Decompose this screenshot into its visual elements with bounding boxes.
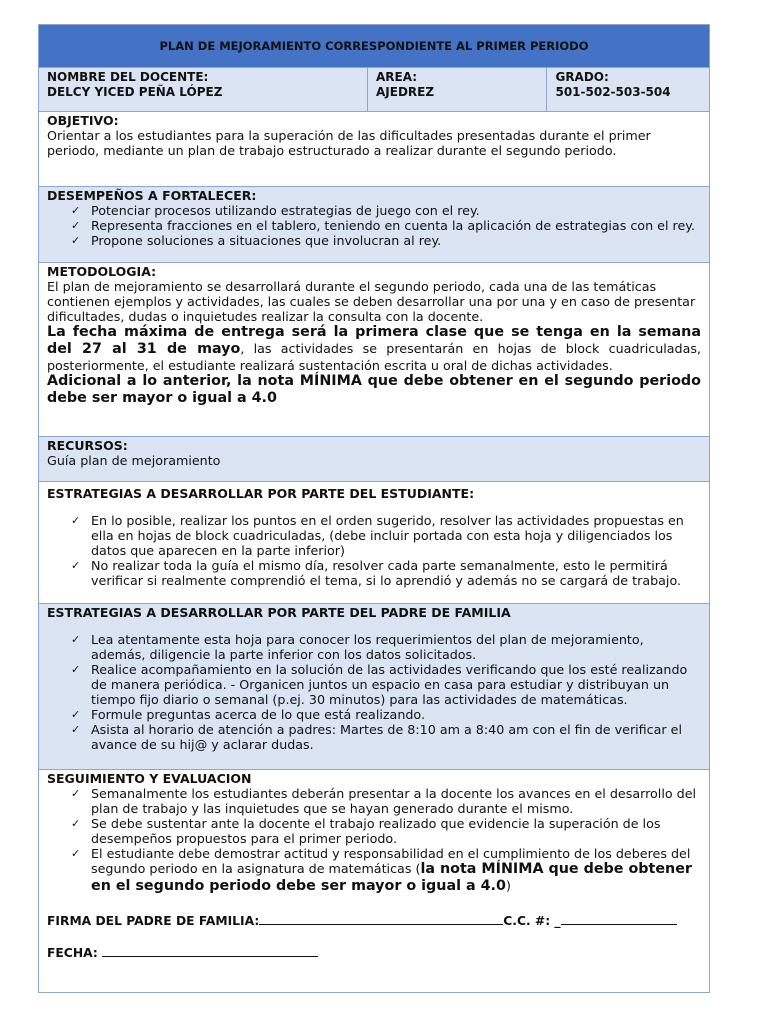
delivery-date-text: La fecha máxima de entrega será la primera clase que se tenga en la semana del 27 al 31 de mayo [47, 324, 701, 357]
grade-value: 501-502-503-504 [555, 85, 671, 99]
list-item: ✓ En lo posible, realizar los puntos en el orden sugerido, resolver las actividades propuestas en ella en hojas de block cuadriculadas, (debe incluir portada con esta hoja y diligenciados los datos que aparecen en la parte inferior) [71, 513, 701, 558]
follow-up-bold-note: la nota MÍNIMA que debe obtener en el segundo periodo debe ser mayor o igual a 4.0 [91, 861, 692, 894]
list-item: ✓ Representa fracciones en el tablero, teniendo en cuenta la aplicación de estrategias con el rey. [71, 218, 701, 233]
date-line [47, 945, 701, 961]
list-item: ✓ Semanalmente los estudiantes deberán presentar a la docente los avances en el desarrollo del plan de trabajo y las inquietudes que se hayan generado durante el mismo. [71, 786, 701, 816]
parent-signature-line [47, 913, 701, 929]
parent-strategies-heading: ESTRATEGIAS A DESARROLLAR POR PARTE DEL PADRE DE FAMILIA [47, 605, 511, 620]
list-item [71, 846, 701, 895]
student-strategies-section [38, 482, 710, 604]
teacher-label: NOMBRE DEL DOCENTE: [47, 70, 209, 84]
follow-up-section [38, 770, 710, 993]
student-strategies-list [47, 513, 701, 588]
objective-text: Orientar a los estudiantes para la superación de las dificultades presentadas durante el primer periodo, mediante un plan de trabajo estructurado a realizar durante el segundo periodo. [47, 128, 651, 158]
parent-signature-blank [259, 913, 503, 925]
title-text: PLAN DE MEJORAMIENTO CORRESPONDIENTE AL PRIMER PERIODO [159, 39, 589, 53]
list-item: ✓ No realizar toda la guía el mismo día, resolver cada parte semanalmente, esto le permitirá verificar si realmente comprendió el tema, si lo aprendió y además no se cargará de trabajo. [71, 558, 701, 588]
resources-section [38, 437, 710, 482]
delivery-details-text: , las actividades se presentarán en hojas de block cuadriculadas, posteriormente, el estudiante realizará sustentación escrita u oral de dichas actividades. [47, 341, 702, 373]
list-item: ✓ Formule preguntas acerca de lo que está realizando. [71, 707, 701, 722]
performance-list [47, 203, 701, 248]
grade-label: GRADO: [555, 70, 609, 84]
student-strategies-heading: ESTRATEGIAS A DESARROLLAR POR PARTE DEL ESTUDIANTE: [47, 486, 475, 501]
area-cell [368, 68, 547, 111]
follow-up-close-paren: ) [505, 878, 511, 893]
minimum-grade-note: Adicional a lo anterior, la nota MÍNIMA que debe obtener en el segundo periodo debe ser mayor o igual a 4.0 [47, 373, 701, 406]
teacher-info-row [38, 68, 710, 112]
performance-section [38, 187, 710, 263]
date-blank [102, 945, 318, 957]
list-item: ✓ Potenciar procesos utilizando estrategias de juego con el rey. [71, 203, 701, 218]
resources-heading: RECURSOS: [47, 438, 128, 453]
teacher-name: DELCY YICED PEÑA LÓPEZ [47, 85, 223, 99]
date-label: FECHA: [47, 946, 103, 960]
objective-heading: OBJETIVO: [47, 113, 119, 128]
resources-text: Guía plan de mejoramiento [47, 453, 221, 468]
methodology-section [38, 263, 710, 437]
objective-section [38, 112, 710, 187]
follow-up-heading: SEGUIMIENTO Y EVALUACION [47, 771, 252, 786]
delivery-paragraph [47, 324, 701, 373]
follow-up-last-text: El estudiante debe demostrar actitud y responsabilidad en el cumplimiento de los deberes del segundo periodo en la asignatura de matemáticas ( [91, 846, 691, 876]
area-label: AREA: [376, 70, 418, 84]
list-item: ✓ Se debe sustentar ante la docente el trabajo realizado que evidencie la superación de los desempeños propuestos para el primer periodo. [71, 816, 701, 846]
parent-signature-label: FIRMA DEL PADRE DE FAMILIA: [47, 914, 260, 928]
grade-cell [547, 68, 709, 111]
performance-heading: DESEMPEÑOS A FORTALECER: [47, 188, 257, 203]
id-number-label: C.C. #: _ [503, 914, 561, 928]
parent-strategies-section [38, 604, 710, 770]
improvement-plan-document [38, 24, 710, 993]
list-item: ✓ Propone soluciones a situaciones que involucran al rey. [71, 233, 701, 248]
follow-up-list [47, 786, 701, 895]
methodology-text: El plan de mejoramiento se desarrollará durante el segundo periodo, cada una de las temáticas contienen ejemplos y actividades, las cuales se deben desarrollar una por una y en caso de presentar dificultades, dudas o inquietudes realizar la consulta con la docente. [47, 279, 696, 324]
document-title [38, 24, 710, 68]
teacher-cell [39, 68, 368, 111]
parent-strategies-list [47, 632, 701, 752]
list-item: ✓ Asista al horario de atención a padres: Martes de 8:10 am a 8:40 am con el fin de verificar el avance de su hij@ y aclarar dudas. [71, 722, 701, 752]
list-item: ✓ Lea atentamente esta hoja para conocer los requerimientos del plan de mejoramiento, además, diligencie la parte inferior con los datos solicitados. [71, 632, 701, 662]
area-value: AJEDREZ [376, 85, 435, 99]
id-number-blank [561, 913, 677, 925]
methodology-heading: METODOLOGIA: [47, 264, 157, 279]
list-item: ✓ Realice acompañamiento en la solución de las actividades verificando que los esté realizando de manera periódica. - Organicen juntos un espacio en casa para estudiar y distribuyan un tiempo fijo diario o semanal (p.ej. 30 minutos) para las actividades de matemáticas. [71, 662, 701, 707]
